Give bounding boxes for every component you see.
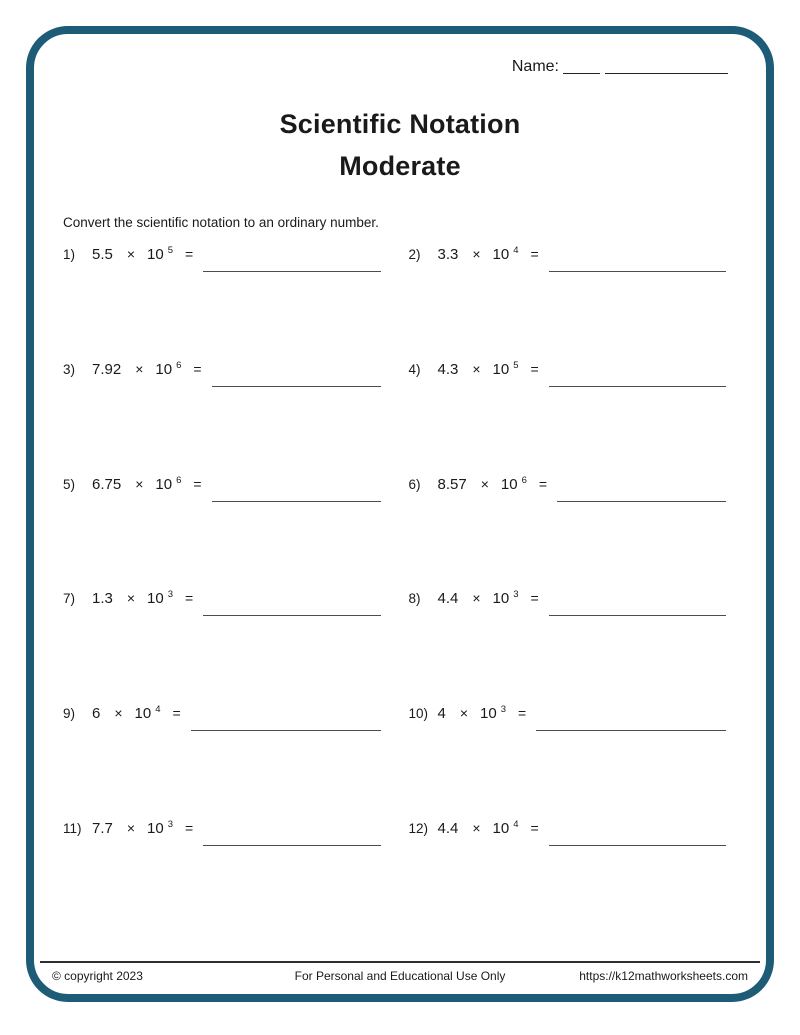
base: 10 [147,590,164,608]
name-blank-line [563,73,600,74]
website-url: https://k12mathworksheets.com [579,969,748,983]
instruction-text: Convert the scientific notation to an ordinary number. [63,215,379,230]
coefficient: 8.57 [437,475,467,493]
name-blank-line [605,73,728,74]
problem-number: 10) [408,706,429,722]
base: 10 [155,475,173,493]
copyright-text: © copyright 2023 [52,969,143,983]
coefficient: 3.3 [437,246,459,263]
problem-4: 4) 4.3 × 10 5 = [409,361,741,385]
problem-number: 6) [408,476,421,492]
equals-sign: = [185,819,194,836]
answer-line [203,271,380,272]
times-sign: × [480,475,489,492]
answer-line [203,615,380,616]
problems-grid [63,246,740,935]
footer-divider [40,961,760,963]
equals-sign: = [193,475,202,492]
coefficient: 4.4 [437,819,459,837]
base: 10 [134,705,152,723]
times-sign: × [114,705,123,722]
equals-sign: = [530,819,539,836]
base: 10 [492,590,510,608]
base: 10 [500,475,518,493]
problem-2: 2) 3.3 × 10 4 = [409,246,741,270]
coefficient: 4 [437,705,446,723]
problem-number: 9) [63,706,76,722]
base: 10 [147,819,164,837]
problem-number: 7) [63,591,76,607]
problem-10: 10) 4 × 10 3 = [409,705,741,729]
name-label: Name: [511,58,559,75]
times-sign: × [472,819,481,836]
equals-sign: = [530,246,539,262]
answer-line [536,730,726,731]
problem-12: 12) 4.4 × 10 4 = [409,820,741,844]
answer-line [212,386,381,387]
equals-sign: = [538,475,548,492]
times-sign: × [135,475,144,492]
times-sign: × [472,590,481,607]
equals-sign: = [185,590,194,607]
problem-number: 12) [408,820,429,836]
name-field [512,58,728,76]
equals-sign: = [530,590,539,607]
page-title [0,103,800,187]
problem-5: 5) 6.75 × 10 6 = [63,476,395,500]
equals-sign: = [518,705,527,722]
coefficient: 1.3 [92,590,113,608]
answer-line [549,615,726,616]
problem-3: 3) 7.92 × 10 6 = [63,361,395,385]
problem-1: 1) 5.5 × 10 5 = [63,246,395,270]
problem-9: 9) 6 × 10 4 = [63,705,395,729]
problem-number: 4) [408,361,421,377]
answer-line [203,845,380,846]
coefficient: 7.92 [92,360,122,378]
coefficient: 4.4 [437,590,459,608]
times-sign: × [135,360,144,377]
base: 10 [480,705,497,723]
equals-sign: = [172,705,181,722]
problem-number: 8) [408,591,421,607]
title-line-1: Scientific Notation [279,109,521,139]
title-line-2: Moderate [339,151,461,181]
problem-8: 8) 4.4 × 10 3 = [409,590,741,614]
base: 10 [155,360,173,378]
footer [52,969,748,983]
base: 10 [492,360,510,378]
problem-number: 11) [63,820,82,836]
problem-number: 2) [408,247,421,262]
coefficient: 7.7 [92,819,113,837]
problem-11: 11) 7.7 × 10 3 = [63,820,395,844]
answer-line [549,271,726,272]
base: 10 [492,819,510,837]
times-sign: × [126,590,136,607]
times-sign: × [459,705,469,722]
base: 10 [147,246,164,263]
coefficient: 5.5 [92,246,113,263]
times-sign: × [126,819,136,836]
coefficient: 4.3 [437,360,459,378]
equals-sign: = [185,246,194,262]
answer-line [191,730,381,731]
equals-sign: = [193,360,202,377]
problem-number: 3) [63,361,76,377]
problem-number: 5) [63,476,76,492]
times-sign: × [472,360,481,377]
coefficient: 6.75 [92,475,122,493]
times-sign: × [126,246,136,262]
base: 10 [492,246,510,263]
answer-line [549,845,726,846]
times-sign: × [472,246,481,262]
problem-6: 6) 8.57 × 10 6 = [409,476,741,500]
answer-line [549,386,726,387]
answer-line [212,501,381,502]
coefficient: 6 [92,705,101,723]
usage-text: For Personal and Educational Use Only [294,969,506,983]
answer-line [557,501,726,502]
problem-7: 7) 1.3 × 10 3 = [63,590,395,614]
problem-number: 1) [63,247,76,262]
equals-sign: = [530,360,539,377]
